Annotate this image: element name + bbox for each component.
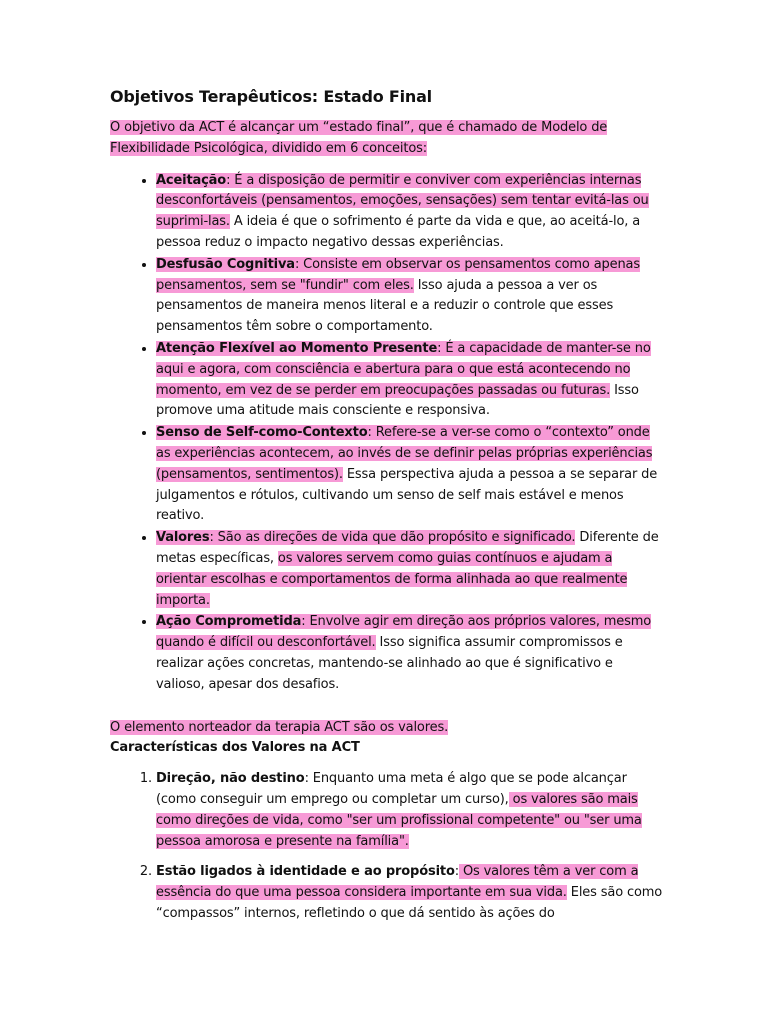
intro-paragraph — [110, 118, 665, 160]
plain-text: : Enquanto uma meta é algo que se pode alcançar (como conseguir um emprego ou completar um curso), — [156, 771, 627, 807]
intro-text: O objetivo da ACT é alcançar um “estado final”, que é chamado de Modelo de Flexibilidade Psicológica, dividido em 6 conceitos: — [110, 120, 608, 156]
highlighted-text: : São as direções de vida que dão propósito e significado. — [209, 530, 576, 546]
list-item-acao — [156, 611, 665, 695]
term: Direção, não destino — [156, 771, 305, 787]
plain-text: Isso ajuda a pessoa a ver os pensamentos de maneira menos literal e a reduzir o controle que esses pensamentos têm sobre o comportamento. — [156, 277, 614, 335]
term: Estão ligados à identidade e ao propósito — [156, 864, 455, 880]
highlighted-text: : Consiste em observar os pensamentos como apenas pensamentos, sem se "fundir" com eles. — [156, 256, 640, 293]
plain-text: Eles são como “compassos” internos, refletindo o que dá sentido às ações do — [156, 885, 663, 921]
concepts-list — [110, 170, 665, 696]
list-item-self-contexto — [156, 422, 665, 527]
page-title: Objetivos Terapêuticos: Estado Final — [110, 87, 432, 106]
highlighted-text: : É a capacidade de manter-se no aqui e agora, com consciência e abertura para o que está acontecendo no momento, em vez de se perder em preocupações passadas ou futuras. — [156, 340, 651, 398]
term: Ação Comprometida — [156, 614, 302, 630]
term: Desfusão Cognitiva — [156, 256, 295, 272]
document-content — [110, 86, 665, 935]
plain-text: Isso significa assumir compromissos e realizar ações concretas, mantendo-se alinhado ao que é significativo e valioso, apesar dos desafios. — [156, 635, 623, 692]
list-item-aceitacao — [156, 170, 665, 254]
list-item-direcao — [156, 769, 665, 852]
highlighted-text: Os valores têm a ver com a essência do que uma pessoa considera importante em sua vida. — [156, 864, 639, 901]
term: Senso de Self-como-Contexto — [156, 425, 368, 441]
term: Atenção Flexível ao Momento Presente — [156, 340, 438, 356]
list-item-desfusao — [156, 254, 665, 338]
list-item-identidade — [156, 862, 665, 924]
norteador-paragraph — [110, 718, 665, 739]
highlighted-text: : Refere-se a ver-se como o “contexto” onde as experiências acontecem, ao invés de se definir pelas próprias experiências (pensamentos, sentimentos). — [156, 425, 653, 482]
plain-text: Isso promove uma atitude mais consciente e responsiva. — [156, 382, 639, 419]
term: Valores — [156, 530, 210, 546]
characteristics-list — [110, 769, 665, 925]
subtitle: Características dos Valores na ACT — [110, 740, 360, 756]
spacer — [110, 696, 665, 718]
highlighted-text: : É a disposição de permitir e conviver com experiências internas desconfortáveis (pensamentos, emoções, sensações) sem tentar evitá-las ou suprimi-las. — [156, 172, 649, 230]
list-item-atencao — [156, 338, 665, 422]
highlighted-text: os valores são mais como direções de vida, como "ser um profissional competente" ou "ser uma pessoa amorosa e presente na família". — [156, 791, 642, 849]
plain-text: A ideia é que o sofrimento é parte da vida e que, ao aceitá-lo, a pessoa reduz o impacto negativo dessas experiências. — [156, 214, 641, 250]
list-item-valores — [156, 527, 665, 611]
plain-text: : — [454, 864, 459, 880]
term: Aceitação — [156, 172, 227, 188]
plain-text: Diferente de metas específicas, — [156, 530, 659, 566]
highlighted-text: : Envolve agir em direção aos próprios valores, mesmo quando é difícil ou desconfortável. — [156, 614, 652, 651]
highlighted-text-2: os valores servem como guias contínuos e ajudam a orientar escolhas e comportamentos de forma alinhada ao que realmente importa. — [156, 550, 628, 608]
norteador-text: O elemento norteador da terapia ACT são os valores. — [110, 719, 449, 735]
plain-text: Essa perspectiva ajuda a pessoa a se separar de julgamentos e rótulos, cultivando um senso de self mais estável e menos reativo. — [156, 466, 658, 524]
